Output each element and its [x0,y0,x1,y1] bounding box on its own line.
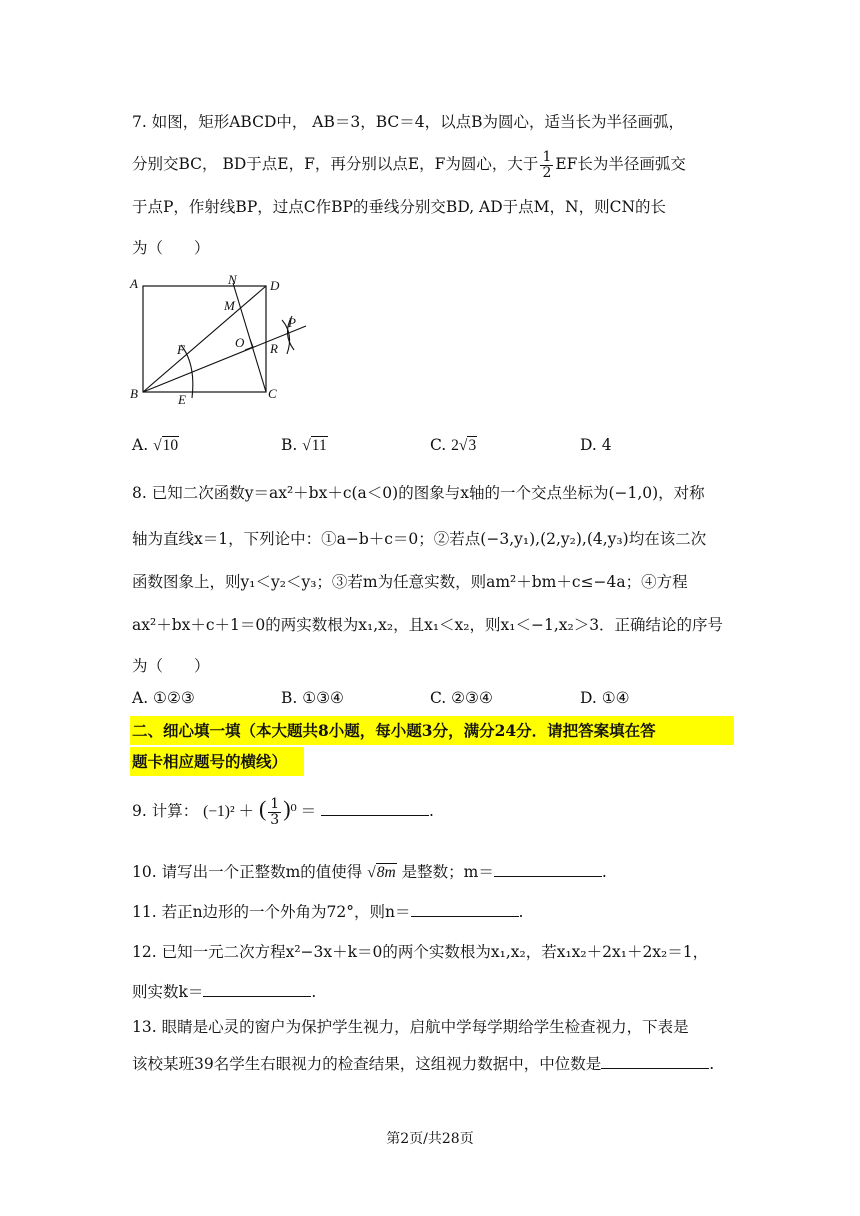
q8-line-1: 8. 已知二次函数y＝ax²＋bx＋c(a＜0)的图象与x轴的一个交点坐标为(−1,0)，对称 [132,484,705,502]
q7-fraction [540,150,553,180]
q7-line-2-b: EF长为半径画弧交 [555,155,686,174]
q8-line-2: 轴为直线x＝1，下列论中：①a−b＋c＝0；②若点(−3,y₁),(2,y₂),(4,y₃)均在该二次 [132,530,707,548]
sqrt-sign: √ [153,437,162,454]
q13-end: . [709,1055,715,1073]
q11-answer-blank[interactable] [411,902,519,917]
label-n: N [228,272,237,287]
q8-line-5: 为（ ） [132,657,210,675]
q7-fraction-numerator: 1 [542,149,552,165]
q7-option-d[interactable]: D. 4 [580,436,612,454]
q7-option-a-label: A. [132,436,149,454]
q7-option-a-value: 10 [162,437,179,454]
q7-option-c[interactable] [430,436,477,455]
q10-answer-blank[interactable] [494,862,602,877]
q8-option-c[interactable]: C. ②③④ [430,689,493,707]
diagonal-bd [143,286,266,392]
q9-expression-a: (−1)² ＋ [203,803,254,820]
q13-line-2 [132,1052,714,1074]
q11-text: 11. 若正n边形的一个外角为72°，则n＝ [132,903,411,921]
q13-answer-blank[interactable] [601,1054,709,1069]
q12-line-2 [132,980,316,1002]
sqrt-sign: √ [458,437,468,454]
q8-option-d[interactable]: D. ①④ [580,689,630,707]
label-a: A [130,276,138,291]
page-footer: 第2页/共28页 [386,1131,474,1147]
q10-line [132,860,607,882]
q7-line-4: 为（ ） [132,239,210,257]
q10-root: 8m [376,864,396,881]
q9-line: 9. 计算： (−1)² ＋ ( $\frac{1}{3}$ )⁰ ＝ . [132,795,434,828]
q8-line-3: 函数图象上，则y₁＜y₂＜y₃；③若m为任意实数，则am²＋bm＋c≤−4a；④方程 [132,573,688,591]
q12-answer-blank[interactable] [203,982,311,997]
q9-fraction [268,797,281,827]
label-b: B [130,386,138,401]
q7-option-c-coefficient: 2 [451,437,459,454]
q7-line-3: 于点P，作射线BP，过点C作BP的垂线分别交BD, AD于点M，N，则CN的长 [132,198,667,216]
sqrt-sign: √ [367,864,376,881]
q9-expression-b: ⁰ ＝ [290,803,317,820]
q9-lead: 9. 计算： [132,802,199,820]
label-f: F [177,342,185,357]
q10-lead: 10. 请写出一个正整数m的值使得 [132,863,363,881]
q7-figure [124,272,324,412]
label-e: E [178,392,186,407]
q9-fraction-denominator: 3 [270,811,280,828]
q9-end: . [429,802,434,820]
label-m: M [224,298,235,313]
q13-line-1: 13. 眼睛是心灵的窗户为保护学生视力，启航中学每学期给学生检查视力，下表是 [132,1018,689,1036]
q7-option-b[interactable] [281,436,328,455]
ray-bp [143,326,306,392]
q12-end: . [311,983,317,1001]
q7-option-b-value: 11 [311,437,327,454]
q10-end: . [601,863,607,881]
q12-line-1: 12. 已知一元二次方程x²−3x＋k＝0的两个实数根为x₁,x₂，若x₁x₂＋2x₁＋2x₂＝1， [132,943,709,961]
section-header-line-2: 题卡相应题号的横线） [130,747,304,776]
label-p: P [288,315,296,330]
section-header-line-1: 二、细心填一填（本大题共8小题，每小题3分，满分24分．请把答案填在答 [130,716,734,745]
label-r: R [270,341,278,356]
q7-line-2 [132,150,686,180]
q8-option-b[interactable]: B. ①③④ [281,689,344,707]
q7-line-2-a: 分别交BC， BD于点E，F，再分别以点E，F为圆心，大于 [132,155,539,174]
sqrt-sign: √ [302,437,311,454]
label-d: D [270,278,280,293]
q7-option-c-label: C. [430,436,447,454]
q7-option-c-value: 3 [468,437,477,454]
q11-end: . [518,903,524,921]
label-c: C [268,386,277,401]
q10-mid: 是整数；m＝ [401,863,494,881]
label-o: O [235,335,245,350]
q7-option-a[interactable] [132,436,179,455]
q9-answer-blank[interactable] [321,801,429,816]
q13-line-2-text: 该校某班39名学生右眼视力的检查结果，这组视力数据中，中位数是 [132,1055,602,1073]
q8-line-4: ax²＋bx＋c＋1＝0的两实数根为x₁,x₂，且x₁＜x₂，则x₁＜−1,x₂＞3．正确结论的序号 [132,616,724,634]
q7-option-b-label: B. [281,436,298,454]
q11-line [132,900,523,922]
q8-option-a[interactable]: A. ①②③ [132,689,195,707]
q9-fraction-numerator: 1 [270,795,280,812]
q7-line-1: 7. 如图，矩形ABCD中， AB＝3，BC＝4，以点B为圆心，适当长为半径画弧， [132,113,685,131]
q7-fraction-denominator: 2 [542,164,552,181]
q12-line-2-text: 则实数k＝ [132,983,204,1001]
